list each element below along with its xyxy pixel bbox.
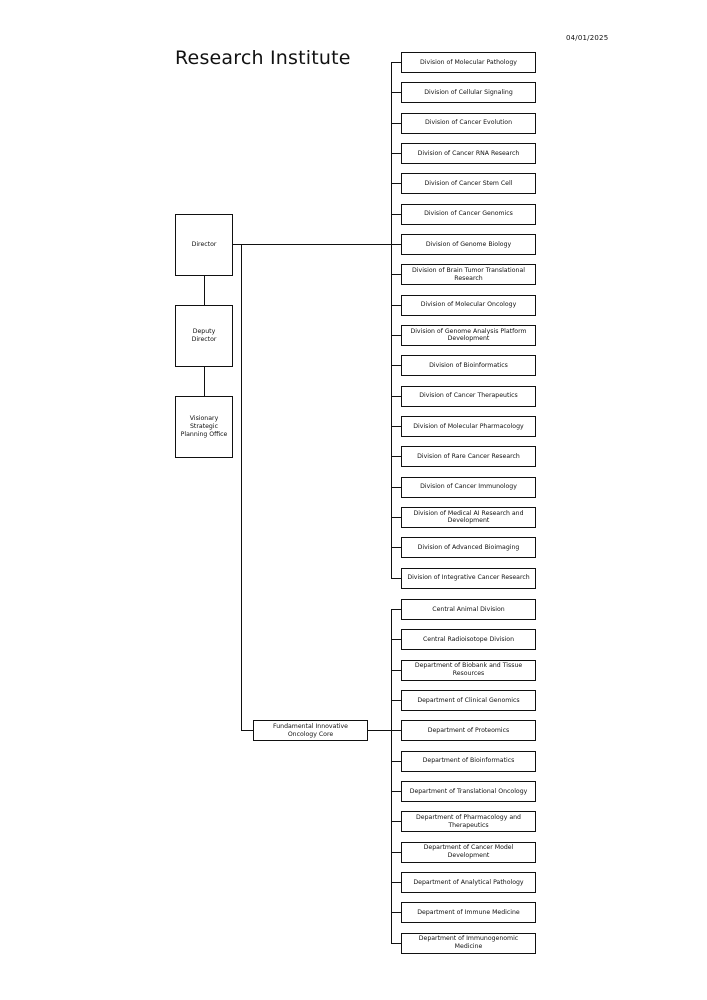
director-to-core-trunk	[241, 244, 242, 731]
planning-office-box: Visionary Strategic Planning Office	[175, 396, 233, 458]
division-connector	[391, 335, 401, 336]
core-units-spine	[391, 609, 392, 943]
division-connector	[391, 426, 401, 427]
core-unit-connector	[391, 852, 401, 853]
core-box: Fundamental Innovative Oncology Core	[253, 720, 368, 741]
core-unit-connector	[391, 639, 401, 640]
core-unit-box: Department of Biobank and Tissue Resources	[401, 660, 536, 681]
core-unit-box: Department of Pharmacology and Therapeutics	[401, 811, 536, 832]
core-unit-connector	[391, 821, 401, 822]
division-box: Division of Genome Biology	[401, 234, 536, 255]
core-unit-connector	[391, 791, 401, 792]
division-box: Division of Cancer Evolution	[401, 113, 536, 134]
division-box: Division of Genome Analysis Platform Development	[401, 325, 536, 346]
trunk-to-core-line	[241, 730, 253, 731]
divisions-spine	[391, 62, 392, 579]
division-box: Division of Brain Tumor Translational Research	[401, 264, 536, 285]
division-connector	[391, 365, 401, 366]
core-unit-box: Central Radioisotope Division	[401, 629, 536, 650]
division-connector	[391, 123, 401, 124]
division-connector	[391, 183, 401, 184]
division-box: Division of Cancer Immunology	[401, 477, 536, 498]
division-connector	[391, 578, 401, 579]
core-unit-box: Central Animal Division	[401, 599, 536, 620]
core-unit-box: Department of Translational Oncology	[401, 781, 536, 802]
director-box: Director	[175, 214, 233, 276]
division-box: Division of Cellular Signaling	[401, 82, 536, 103]
division-box: Division of Cancer Stem Cell	[401, 173, 536, 194]
core-unit-connector	[391, 912, 401, 913]
core-unit-connector	[391, 882, 401, 883]
core-unit-box: Department of Cancer Model Development	[401, 842, 536, 863]
core-unit-connector	[391, 700, 401, 701]
division-connector	[391, 153, 401, 154]
division-connector	[391, 274, 401, 275]
core-unit-box: Department of Clinical Genomics	[401, 690, 536, 711]
division-connector	[391, 92, 401, 93]
division-connector	[391, 547, 401, 548]
division-connector	[391, 305, 401, 306]
core-unit-box: Department of Immunogenomic Medicine	[401, 933, 536, 954]
division-box: Division of Molecular Pharmacology	[401, 416, 536, 437]
division-connector	[391, 456, 401, 457]
division-connector	[391, 62, 401, 63]
core-unit-box: Department of Proteomics	[401, 720, 536, 741]
page-date: 04/01/2025	[566, 34, 609, 42]
division-box: Division of Medical AI Research and Development	[401, 507, 536, 528]
division-box: Division of Molecular Pathology	[401, 52, 536, 73]
director-deputy-connector	[204, 276, 205, 306]
core-unit-connector	[391, 761, 401, 762]
core-unit-box: Department of Bioinformatics	[401, 751, 536, 772]
deputy-office-connector	[204, 367, 205, 397]
core-unit-connector	[391, 609, 401, 610]
division-box: Division of Bioinformatics	[401, 355, 536, 376]
division-box: Division of Rare Cancer Research	[401, 446, 536, 467]
division-connector	[391, 517, 401, 518]
division-box: Division of Cancer RNA Research	[401, 143, 536, 164]
division-box: Division of Molecular Oncology	[401, 295, 536, 316]
division-connector	[391, 396, 401, 397]
division-box: Division of Advanced Bioimaging	[401, 537, 536, 558]
director-to-divisions-line	[233, 244, 401, 245]
division-box: Division of Cancer Therapeutics	[401, 386, 536, 407]
deputy-director-box: Deputy Director	[175, 305, 233, 367]
core-unit-connector	[391, 670, 401, 671]
division-connector	[391, 487, 401, 488]
core-unit-connector	[391, 730, 401, 731]
core-unit-box: Department of Immune Medicine	[401, 902, 536, 923]
division-connector	[391, 244, 401, 245]
division-box: Division of Integrative Cancer Research	[401, 568, 536, 589]
core-unit-box: Department of Analytical Pathology	[401, 872, 536, 893]
core-unit-connector	[391, 943, 401, 944]
division-box: Division of Cancer Genomics	[401, 204, 536, 225]
page-title: Research Institute	[175, 47, 351, 69]
division-connector	[391, 214, 401, 215]
